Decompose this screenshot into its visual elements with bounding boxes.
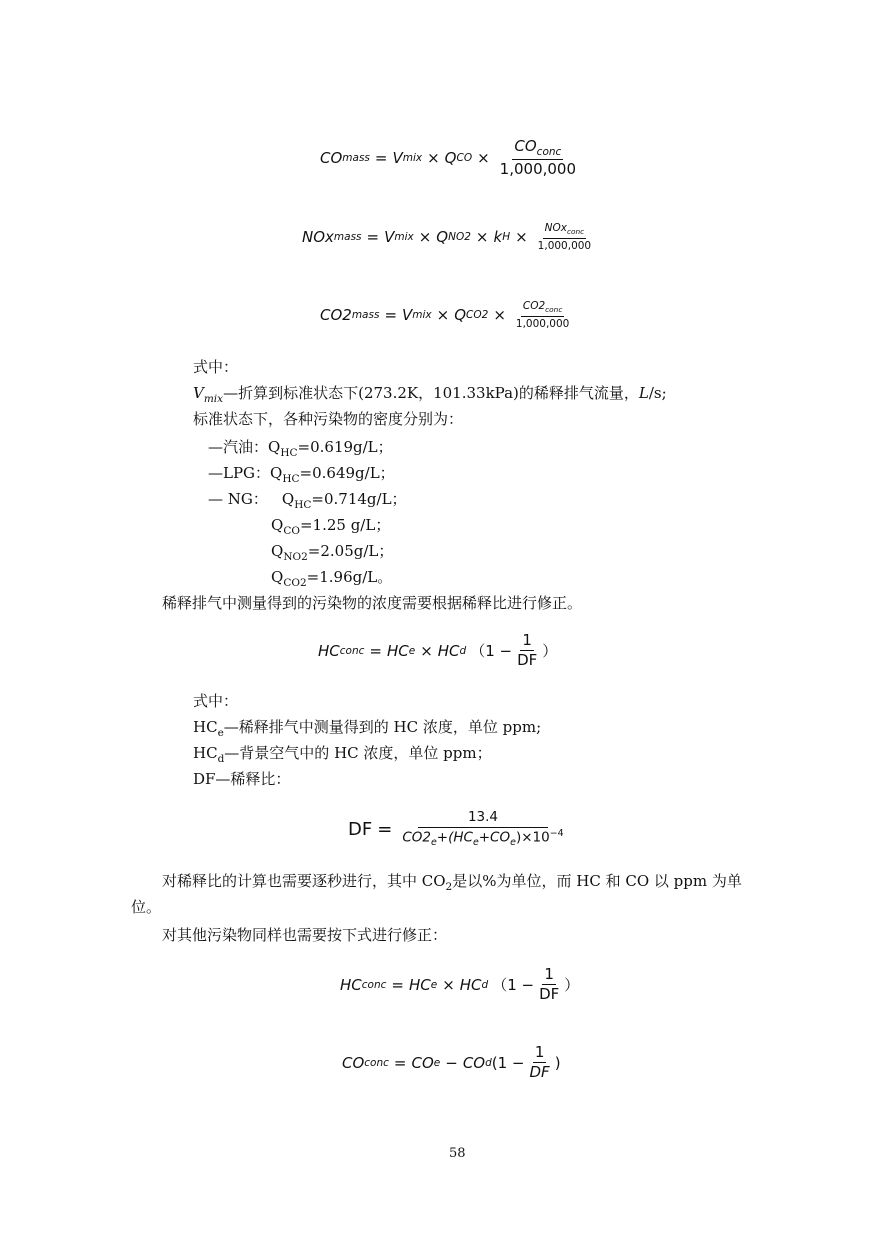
eq-term: NOx <box>302 227 334 246</box>
eq-numerator: 1 <box>520 632 534 651</box>
density-sub: CO2 <box>283 577 307 589</box>
density-value: =0.619g/L； <box>297 438 393 456</box>
eq-operator: × <box>442 975 455 994</box>
equation-co2-mass <box>320 300 574 330</box>
eq-sub: mass <box>342 152 370 165</box>
eq-paren: （1 − <box>470 642 513 661</box>
eq-sub: mix <box>394 230 414 243</box>
var-v: V <box>193 384 204 402</box>
eq-term: V <box>392 149 403 168</box>
eq-term: HC <box>459 975 482 994</box>
density-co <box>271 518 390 537</box>
eq-term: CO <box>342 1053 365 1072</box>
eq-sub: d <box>485 1056 492 1069</box>
eq-term: Q <box>436 227 449 246</box>
eq-fraction <box>498 138 578 178</box>
equation-co-mass <box>320 138 581 178</box>
calc-note-a: 对稀释比的计算也需要逐秒进行，其中 CO <box>162 872 446 890</box>
eq-sub: conc <box>566 227 585 237</box>
eq-operator: × <box>475 227 489 246</box>
density-q: Q <box>281 490 295 508</box>
eq-operator: = <box>366 227 380 246</box>
eq-operator: = <box>391 975 404 994</box>
eq-term: k <box>493 227 503 246</box>
eq-sub: e <box>433 1056 441 1069</box>
vmix-definition <box>193 386 667 405</box>
eq-operator: × <box>515 227 528 246</box>
eq-operator: × <box>436 305 450 324</box>
eq-sub: mass <box>333 230 362 243</box>
unit-tail: /s; <box>648 384 667 402</box>
eq-operator: = <box>374 149 388 168</box>
equation-hc-conc-2 <box>340 966 579 1004</box>
eq-term: +CO <box>478 829 511 846</box>
eq-operator: × <box>477 149 490 168</box>
eq-sub: conc <box>364 1056 389 1069</box>
eq-term: CO <box>411 1053 434 1072</box>
eq-denominator: 1,000,000 <box>537 239 592 252</box>
eq-fraction <box>536 222 593 252</box>
calc-note-line2: 位。 <box>131 898 162 916</box>
density-value: =1.25 g/L； <box>299 516 391 534</box>
eq-term: HC <box>386 641 409 660</box>
equation-nox-mass <box>302 222 596 252</box>
eq-sub: e <box>430 836 437 848</box>
eq-sub: conc <box>545 305 563 315</box>
eq-operator: − <box>445 1053 458 1072</box>
eq-denominator: DF <box>517 651 538 670</box>
density-value: =0.714g/L； <box>311 490 407 508</box>
hce-desc: —稀释排气中测量得到的 HC 浓度，单位 ppm; <box>223 718 542 736</box>
eq-operator: × <box>418 227 432 246</box>
density-value: =2.05g/L； <box>307 542 394 560</box>
density-sub: HC <box>282 473 300 485</box>
others-note: 对其他污染物同样也需要按下式进行修正： <box>162 926 448 944</box>
var-sub: e <box>217 727 224 739</box>
eq-sub: mix <box>402 152 423 165</box>
eq-numerator: NOx <box>544 222 567 234</box>
label-shizhong-2: 式中： <box>193 692 239 710</box>
eq-term: CO <box>320 149 343 168</box>
density-q: Q <box>271 568 284 586</box>
density-sub: NO2 <box>283 551 308 563</box>
eq-sub: d <box>459 644 467 657</box>
equation-co-conc <box>342 1044 561 1082</box>
eq-denominator: 1,000,000 <box>499 160 577 179</box>
eq-sub: e <box>472 836 479 848</box>
eq-term: CO <box>462 1053 486 1072</box>
density-no2 <box>271 544 393 563</box>
eq-paren: （1 − <box>492 976 535 995</box>
eq-sub: H <box>502 230 511 243</box>
eq-term: HC <box>340 975 362 994</box>
eq-denominator <box>400 828 565 849</box>
eq-term: )×10 <box>515 829 550 846</box>
eq-term: HC <box>437 641 460 660</box>
equation-df <box>348 810 569 849</box>
eq-sub: CO2 <box>466 308 489 321</box>
eq-operator: = <box>377 818 393 840</box>
df-definition: DF—稀释比： <box>193 770 291 788</box>
eq-operator: × <box>420 641 433 660</box>
eq-sub: conc <box>339 644 365 657</box>
eq-sub: CO <box>456 152 473 165</box>
var-sub: d <box>217 753 225 765</box>
eq-paren: ) <box>554 1053 561 1072</box>
eq-paren: (1 − <box>491 1053 525 1072</box>
density-sub: HC <box>294 499 312 511</box>
density-label: —LPG：Q <box>208 464 283 482</box>
eq-term: V <box>384 227 395 246</box>
eq-paren: ） <box>564 976 580 995</box>
eq-term: V <box>402 305 413 324</box>
eq-sub: mass <box>351 308 380 321</box>
eq-operator: = <box>393 1053 407 1072</box>
eq-sub: d <box>481 978 489 991</box>
density-ng <box>208 492 407 511</box>
hce-definition <box>193 720 541 739</box>
eq-term: CO2 <box>402 829 431 846</box>
var-hc: HC <box>193 718 218 736</box>
dilution-note: 稀释排气中测量得到的污染物的浓度需要根据稀释比进行修正。 <box>162 594 583 612</box>
density-lpg <box>208 466 395 485</box>
eq-numerator: CO <box>514 137 537 155</box>
unit-l: L <box>638 384 649 402</box>
density-sub: HC <box>280 447 298 459</box>
eq-operator: = <box>384 305 398 324</box>
equation-hc-conc-1 <box>318 632 557 670</box>
density-value: =0.649g/L； <box>299 464 395 482</box>
eq-term: +(HC <box>436 829 473 846</box>
density-label: — NG： <box>208 490 268 508</box>
eq-fraction <box>528 1044 552 1082</box>
calc-note-line1 <box>162 874 742 893</box>
density-gasoline <box>208 440 393 459</box>
eq-sub: e <box>510 836 516 848</box>
var-sub: mix <box>203 393 224 405</box>
eq-fraction <box>514 300 571 330</box>
eq-operator: = <box>369 641 382 660</box>
eq-fraction <box>400 810 565 849</box>
page-number: 58 <box>449 1146 466 1161</box>
eq-operator: × <box>427 149 440 168</box>
eq-term: HC <box>318 641 340 660</box>
eq-numerator: 13.4 <box>418 810 548 828</box>
eq-numerator: 1 <box>533 1044 547 1063</box>
density-sub: CO <box>283 525 300 537</box>
eq-sub: conc <box>536 146 562 158</box>
standard-state-text: 标准状态下，各种污染物的密度分别为： <box>193 410 464 428</box>
eq-paren: ） <box>542 642 558 661</box>
eq-sub: conc <box>361 978 387 991</box>
eq-term: Q <box>444 149 457 168</box>
eq-term: DF <box>348 818 373 840</box>
density-value: =1.96g/L。 <box>306 568 393 586</box>
hcd-definition <box>193 746 492 765</box>
calc-note-sub: 2 <box>445 881 453 893</box>
eq-sub: mix <box>412 308 432 321</box>
density-q: Q <box>271 542 284 560</box>
eq-numerator: CO2 <box>522 300 546 312</box>
eq-term: HC <box>408 975 431 994</box>
eq-denominator: DF <box>539 985 560 1004</box>
eq-numerator: 1 <box>542 966 556 985</box>
eq-sub: e <box>408 644 416 657</box>
density-co2 <box>271 570 392 589</box>
eq-fraction <box>515 632 539 670</box>
hcd-desc: —背景空气中的 HC 浓度，单位 ppm； <box>224 744 492 762</box>
eq-denominator: 1,000,000 <box>515 317 570 330</box>
label-shizhong: 式中： <box>193 358 239 376</box>
vmix-desc: —折算到标准状态下(273.2K，101.33kPa)的稀释排气流量， <box>223 384 639 402</box>
var-hc: HC <box>193 744 218 762</box>
eq-sub: e <box>430 978 438 991</box>
eq-exponent: −4 <box>549 827 564 839</box>
density-q: Q <box>271 516 284 534</box>
density-label: —汽油：Q <box>208 438 281 456</box>
eq-term: CO2 <box>320 305 352 324</box>
eq-fraction <box>537 966 561 1004</box>
eq-term: Q <box>454 305 467 324</box>
eq-denominator: DF <box>529 1063 550 1082</box>
eq-sub: NO2 <box>448 230 471 243</box>
eq-operator: × <box>493 305 506 324</box>
calc-note-b: 是以%为单位，而 HC 和 CO 以 ppm 为单 <box>452 872 742 890</box>
